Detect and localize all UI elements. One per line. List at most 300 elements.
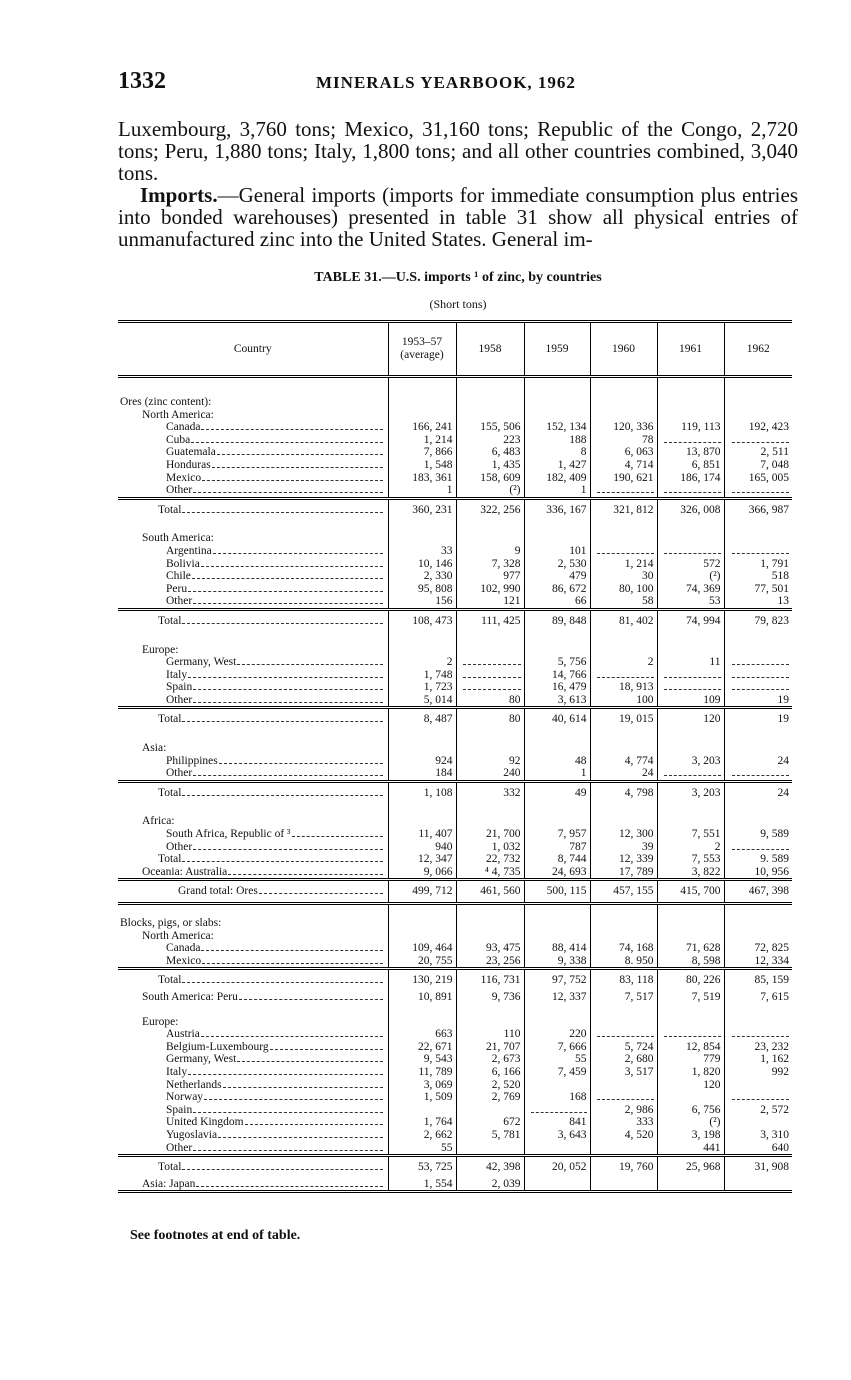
value-cell: [456, 656, 524, 669]
table-row: [118, 853, 792, 866]
value-cell: 72, 825: [724, 942, 792, 955]
paragraph-imports: [118, 184, 798, 250]
value-cell: [657, 484, 724, 498]
row-label: Italy: [166, 1065, 188, 1078]
row-label-cell: [118, 694, 388, 708]
value-cell: 322, 256: [456, 498, 524, 520]
value-cell: 165, 005: [724, 472, 792, 485]
row-label: Total: [158, 853, 182, 866]
row-label: Total: [158, 503, 182, 516]
value-cell: 130, 219: [388, 969, 456, 991]
value-cell: 186, 174: [657, 472, 724, 485]
value-cell: 10, 146: [388, 558, 456, 571]
row-label-cell: [118, 421, 388, 434]
row-label-cell: [118, 669, 388, 682]
table-row: [118, 459, 792, 472]
spacer-row: [118, 730, 792, 742]
value-cell: 2, 511: [724, 446, 792, 459]
row-label: Other: [166, 595, 193, 608]
value-cell: 22, 671: [388, 1041, 456, 1054]
table-row: [118, 969, 792, 991]
value-cell: [724, 396, 792, 409]
value-cell: [724, 1091, 792, 1104]
value-cell: 58: [590, 595, 657, 609]
value-cell: [388, 532, 456, 545]
leader-dots: [193, 849, 382, 850]
leader-dots: [219, 763, 383, 764]
row-label-cell: [118, 446, 388, 459]
table-row: [118, 1156, 792, 1178]
table-row: [118, 446, 792, 459]
value-cell: [456, 396, 524, 409]
empty-dash: [664, 545, 720, 554]
value-cell: 7, 866: [388, 446, 456, 459]
leader-dots: [191, 442, 382, 443]
row-label-cell: [118, 930, 388, 943]
value-cell: 1, 435: [456, 459, 524, 472]
value-cell: 120: [657, 1079, 724, 1092]
row-label: United Kingdom: [166, 1116, 244, 1129]
value-cell: [724, 917, 792, 930]
row-label-cell: [118, 781, 388, 803]
empty-dash: [664, 1028, 720, 1037]
leader-dots: [204, 1099, 382, 1100]
leader-dots: [292, 836, 383, 837]
value-cell: 66: [524, 595, 590, 609]
value-cell: [388, 917, 456, 930]
value-cell: [388, 396, 456, 409]
value-cell: 14, 766: [524, 669, 590, 682]
value-cell: [524, 532, 590, 545]
value-cell: 9, 543: [388, 1053, 456, 1066]
row-label: Other: [166, 484, 193, 497]
value-cell: [524, 930, 590, 943]
value-cell: 97, 752: [524, 969, 590, 991]
spacer-cell: [724, 632, 792, 644]
leader-dots: [237, 1061, 382, 1062]
row-label-cell: [118, 1053, 388, 1066]
value-cell: [456, 644, 524, 657]
row-label-cell: [118, 755, 388, 768]
leader-dots: [218, 1137, 382, 1138]
row-label: Total: [158, 786, 182, 799]
leader-dots: [212, 467, 383, 468]
empty-dash: [732, 434, 790, 443]
value-cell: 80, 100: [590, 583, 657, 596]
row-label: Canada: [166, 421, 201, 434]
table-row: [118, 472, 792, 485]
col-header: 1960: [590, 322, 657, 377]
value-cell: [524, 1142, 590, 1156]
value-cell: 109, 464: [388, 942, 456, 955]
spacer-cell: [657, 1004, 724, 1016]
spacer-cell: [590, 632, 657, 644]
row-label-cell: [118, 532, 388, 545]
spacer-cell: [657, 904, 724, 918]
leader-dots: [259, 893, 383, 894]
empty-dash: [597, 1028, 653, 1037]
value-cell: 7, 048: [724, 459, 792, 472]
row-label-cell: [118, 1066, 388, 1079]
value-cell: [524, 1016, 590, 1029]
value-cell: 9, 736: [456, 991, 524, 1004]
spacer-cell: [118, 1004, 388, 1016]
value-cell: 116, 731: [456, 969, 524, 991]
row-label-cell: [118, 498, 388, 520]
value-cell: 240: [456, 767, 524, 781]
table-row: [118, 1028, 792, 1041]
row-label: Yugoslavia: [166, 1128, 218, 1141]
row-label-cell: [118, 917, 388, 930]
spacer-cell: [524, 730, 590, 742]
value-cell: 190, 621: [590, 472, 657, 485]
row-label-cell: [118, 955, 388, 969]
value-cell: 1, 820: [657, 1066, 724, 1079]
value-cell: 95, 808: [388, 583, 456, 596]
value-cell: [590, 1016, 657, 1029]
value-cell: [657, 930, 724, 943]
row-label-cell: [118, 409, 388, 422]
row-label-cell: [118, 1041, 388, 1054]
value-cell: [590, 1028, 657, 1041]
paragraph-lead: Imports.: [140, 183, 218, 207]
table-row: [118, 421, 792, 434]
value-cell: [657, 1016, 724, 1029]
table-row: [118, 656, 792, 669]
value-cell: [388, 1104, 456, 1117]
value-cell: [388, 409, 456, 422]
value-cell: [524, 409, 590, 422]
spacer-cell: [388, 904, 456, 918]
spacer-cell: [388, 803, 456, 815]
leader-dots: [192, 578, 383, 579]
row-label-cell: [118, 767, 388, 781]
value-cell: 333: [590, 1116, 657, 1129]
value-cell: 81, 402: [590, 609, 657, 631]
spacer-cell: [456, 377, 524, 397]
value-cell: 2, 662: [388, 1129, 456, 1142]
value-cell: 19: [724, 694, 792, 708]
value-cell: 4, 798: [590, 781, 657, 803]
value-cell: 924: [388, 755, 456, 768]
value-cell: 457, 155: [590, 880, 657, 904]
row-label: North America:: [142, 929, 214, 942]
value-cell: [657, 532, 724, 545]
value-cell: 1: [388, 484, 456, 498]
value-cell: 1: [524, 767, 590, 781]
value-cell: 83, 118: [590, 969, 657, 991]
value-cell: 6, 063: [590, 446, 657, 459]
value-cell: 3, 069: [388, 1079, 456, 1092]
value-cell: 19, 760: [590, 1156, 657, 1178]
value-cell: 2, 330: [388, 570, 456, 583]
value-cell: 977: [456, 570, 524, 583]
row-label: Grand total: Ores: [178, 885, 258, 898]
value-cell: [724, 1116, 792, 1129]
spacer-cell: [118, 730, 388, 742]
value-cell: [657, 767, 724, 781]
spacer-cell: [456, 904, 524, 918]
leader-dots: [188, 591, 382, 592]
value-cell: 672: [456, 1116, 524, 1129]
value-cell: 55: [524, 1053, 590, 1066]
spacer-cell: [590, 803, 657, 815]
value-cell: 518: [724, 570, 792, 583]
value-cell: 152, 134: [524, 421, 590, 434]
empty-dash: [732, 681, 790, 690]
table-caption: TABLE 31.—U.S. imports ¹ of zinc, by countries: [314, 270, 602, 285]
table-row: [118, 841, 792, 854]
value-cell: [524, 1178, 590, 1192]
value-cell: 158, 609: [456, 472, 524, 485]
value-cell: 1, 791: [724, 558, 792, 571]
value-cell: [724, 644, 792, 657]
value-cell: [456, 1016, 524, 1029]
value-cell: [388, 742, 456, 755]
row-label: Other: [166, 767, 193, 780]
row-label-cell: [118, 1142, 388, 1156]
value-cell: 841: [524, 1116, 590, 1129]
table-header-row: [118, 322, 792, 377]
value-cell: 12, 300: [590, 828, 657, 841]
value-cell: 24: [724, 781, 792, 803]
table-group-row: [118, 917, 792, 930]
row-label: Total: [158, 974, 182, 987]
table-group-row: [118, 1016, 792, 1029]
value-cell: 24, 693: [524, 866, 590, 880]
leader-dots: [213, 553, 383, 554]
row-label: Total: [158, 713, 182, 726]
table-group-row: [118, 396, 792, 409]
value-cell: 11: [657, 656, 724, 669]
value-cell: 1, 032: [456, 841, 524, 854]
value-cell: 8. 950: [590, 955, 657, 969]
leader-dots: [196, 1186, 382, 1187]
spacer-cell: [724, 730, 792, 742]
value-cell: 1, 162: [724, 1053, 792, 1066]
value-cell: [456, 1142, 524, 1156]
table-row: [118, 681, 792, 694]
empty-dash: [732, 545, 790, 554]
table-row: [118, 1104, 792, 1117]
leader-dots: [193, 492, 382, 493]
value-cell: 7, 666: [524, 1041, 590, 1054]
value-cell: 111, 425: [456, 609, 524, 631]
row-label: Other: [166, 1141, 193, 1154]
row-label: South America:: [142, 532, 214, 545]
value-cell: 55: [388, 1142, 456, 1156]
value-cell: [456, 1104, 524, 1117]
leader-dots: [182, 721, 382, 722]
table-row: [118, 1091, 792, 1104]
spacer-row: [118, 632, 792, 644]
row-label: Peru: [166, 582, 188, 595]
table-row: [118, 1142, 792, 1156]
value-cell: [724, 930, 792, 943]
spacer-cell: [388, 730, 456, 742]
spacer-row: [118, 803, 792, 815]
row-label-cell: [118, 1116, 388, 1129]
value-cell: 663: [388, 1028, 456, 1041]
row-label: Austria: [166, 1028, 200, 1041]
value-cell: 2: [388, 656, 456, 669]
value-cell: 48: [524, 755, 590, 768]
value-cell: 120, 336: [590, 421, 657, 434]
value-cell: 80, 226: [657, 969, 724, 991]
spacer-cell: [388, 632, 456, 644]
row-label-cell: [118, 396, 388, 409]
row-label: Total: [158, 1161, 182, 1174]
leader-dots: [188, 1074, 382, 1075]
value-cell: 9, 066: [388, 866, 456, 880]
table-row: [118, 545, 792, 558]
value-cell: 5, 781: [456, 1129, 524, 1142]
row-label-cell: [118, 558, 388, 571]
spacer-cell: [456, 1004, 524, 1016]
table-row: [118, 498, 792, 520]
value-cell: 499, 712: [388, 880, 456, 904]
value-cell: 12, 334: [724, 955, 792, 969]
value-cell: 992: [724, 1066, 792, 1079]
row-label-cell: [118, 583, 388, 596]
value-cell: [724, 681, 792, 694]
value-cell: [724, 484, 792, 498]
table-group-row: [118, 930, 792, 943]
leader-dots: [182, 982, 382, 983]
spacer-cell: [524, 377, 590, 397]
value-cell: [456, 917, 524, 930]
value-cell: 332: [456, 781, 524, 803]
spacer-cell: [724, 904, 792, 918]
spacer-cell: [524, 632, 590, 644]
leader-dots: [193, 603, 382, 604]
row-label-cell: [118, 708, 388, 730]
table-group-row: [118, 742, 792, 755]
value-cell: 20, 755: [388, 955, 456, 969]
row-label: Mexico: [166, 954, 202, 967]
value-cell: 1, 548: [388, 459, 456, 472]
col-header: Country: [118, 322, 388, 377]
row-label: Chile: [166, 570, 191, 583]
value-cell: 220: [524, 1028, 590, 1041]
page-number: 1332: [118, 68, 166, 94]
value-cell: [657, 669, 724, 682]
spacer-cell: [657, 377, 724, 397]
value-cell: [456, 669, 524, 682]
zinc-imports-table: [118, 320, 792, 1193]
value-cell: 7, 519: [657, 991, 724, 1004]
value-cell: 120: [657, 708, 724, 730]
spacer-cell: [657, 730, 724, 742]
spacer-cell: [388, 377, 456, 397]
value-cell: 101: [524, 545, 590, 558]
value-cell: 24: [590, 767, 657, 781]
value-cell: 1, 214: [590, 558, 657, 571]
leader-dots: [201, 1036, 383, 1037]
value-cell: [724, 767, 792, 781]
table-row: [118, 767, 792, 781]
value-cell: 11, 789: [388, 1066, 456, 1079]
row-label-cell: [118, 681, 388, 694]
value-cell: [657, 434, 724, 447]
value-cell: 223: [456, 434, 524, 447]
table-row: [118, 434, 792, 447]
value-cell: 12, 854: [657, 1041, 724, 1054]
value-cell: 7, 328: [456, 558, 524, 571]
leader-dots: [193, 1150, 382, 1151]
empty-dash: [732, 1091, 790, 1100]
value-cell: [657, 742, 724, 755]
value-cell: 500, 115: [524, 880, 590, 904]
spacer-cell: [590, 520, 657, 532]
leader-dots: [182, 512, 382, 513]
spacer-cell: [657, 632, 724, 644]
value-cell: 2, 680: [590, 1053, 657, 1066]
row-label: Asia:: [142, 742, 167, 755]
value-cell: 192, 423: [724, 421, 792, 434]
value-cell: 2: [657, 841, 724, 854]
value-cell: [657, 815, 724, 828]
table-row: [118, 942, 792, 955]
value-cell: 17, 789: [590, 866, 657, 880]
spacer-cell: [118, 904, 388, 918]
col-header: 1958: [456, 322, 524, 377]
value-cell: 168: [524, 1091, 590, 1104]
row-label-cell: [118, 841, 388, 854]
table-row: [118, 595, 792, 609]
table-row: [118, 570, 792, 583]
value-cell: [524, 742, 590, 755]
value-cell: 2, 039: [456, 1178, 524, 1192]
row-label-cell: [118, 880, 388, 904]
value-cell: [524, 1079, 590, 1092]
value-cell: [590, 742, 657, 755]
empty-dash: [597, 669, 653, 678]
empty-dash: [664, 669, 720, 678]
row-label-cell: [118, 644, 388, 657]
spacer-row: [118, 1004, 792, 1016]
value-cell: 779: [657, 1053, 724, 1066]
value-cell: 8, 598: [657, 955, 724, 969]
table-row: [118, 1129, 792, 1142]
value-cell: 321, 812: [590, 498, 657, 520]
row-label-cell: [118, 1091, 388, 1104]
spacer-row: [118, 520, 792, 532]
value-cell: 2, 986: [590, 1104, 657, 1117]
leader-dots: [217, 454, 383, 455]
value-cell: 6, 756: [657, 1104, 724, 1117]
value-cell: 40, 614: [524, 708, 590, 730]
value-cell: [590, 930, 657, 943]
spacer-cell: [456, 803, 524, 815]
value-cell: 9. 589: [724, 853, 792, 866]
spacer-row: [118, 377, 792, 397]
value-cell: [657, 396, 724, 409]
value-cell: 77, 501: [724, 583, 792, 596]
empty-dash: [597, 545, 653, 554]
value-cell: [590, 1178, 657, 1192]
value-cell: 9, 589: [724, 828, 792, 841]
leader-dots: [201, 566, 383, 567]
row-label-cell: [118, 942, 388, 955]
value-cell: [657, 1178, 724, 1192]
value-cell: [456, 742, 524, 755]
value-cell: 1: [524, 484, 590, 498]
spacer-cell: [590, 904, 657, 918]
value-cell: 85, 159: [724, 969, 792, 991]
table-group-row: [118, 409, 792, 422]
row-label-cell: [118, 570, 388, 583]
